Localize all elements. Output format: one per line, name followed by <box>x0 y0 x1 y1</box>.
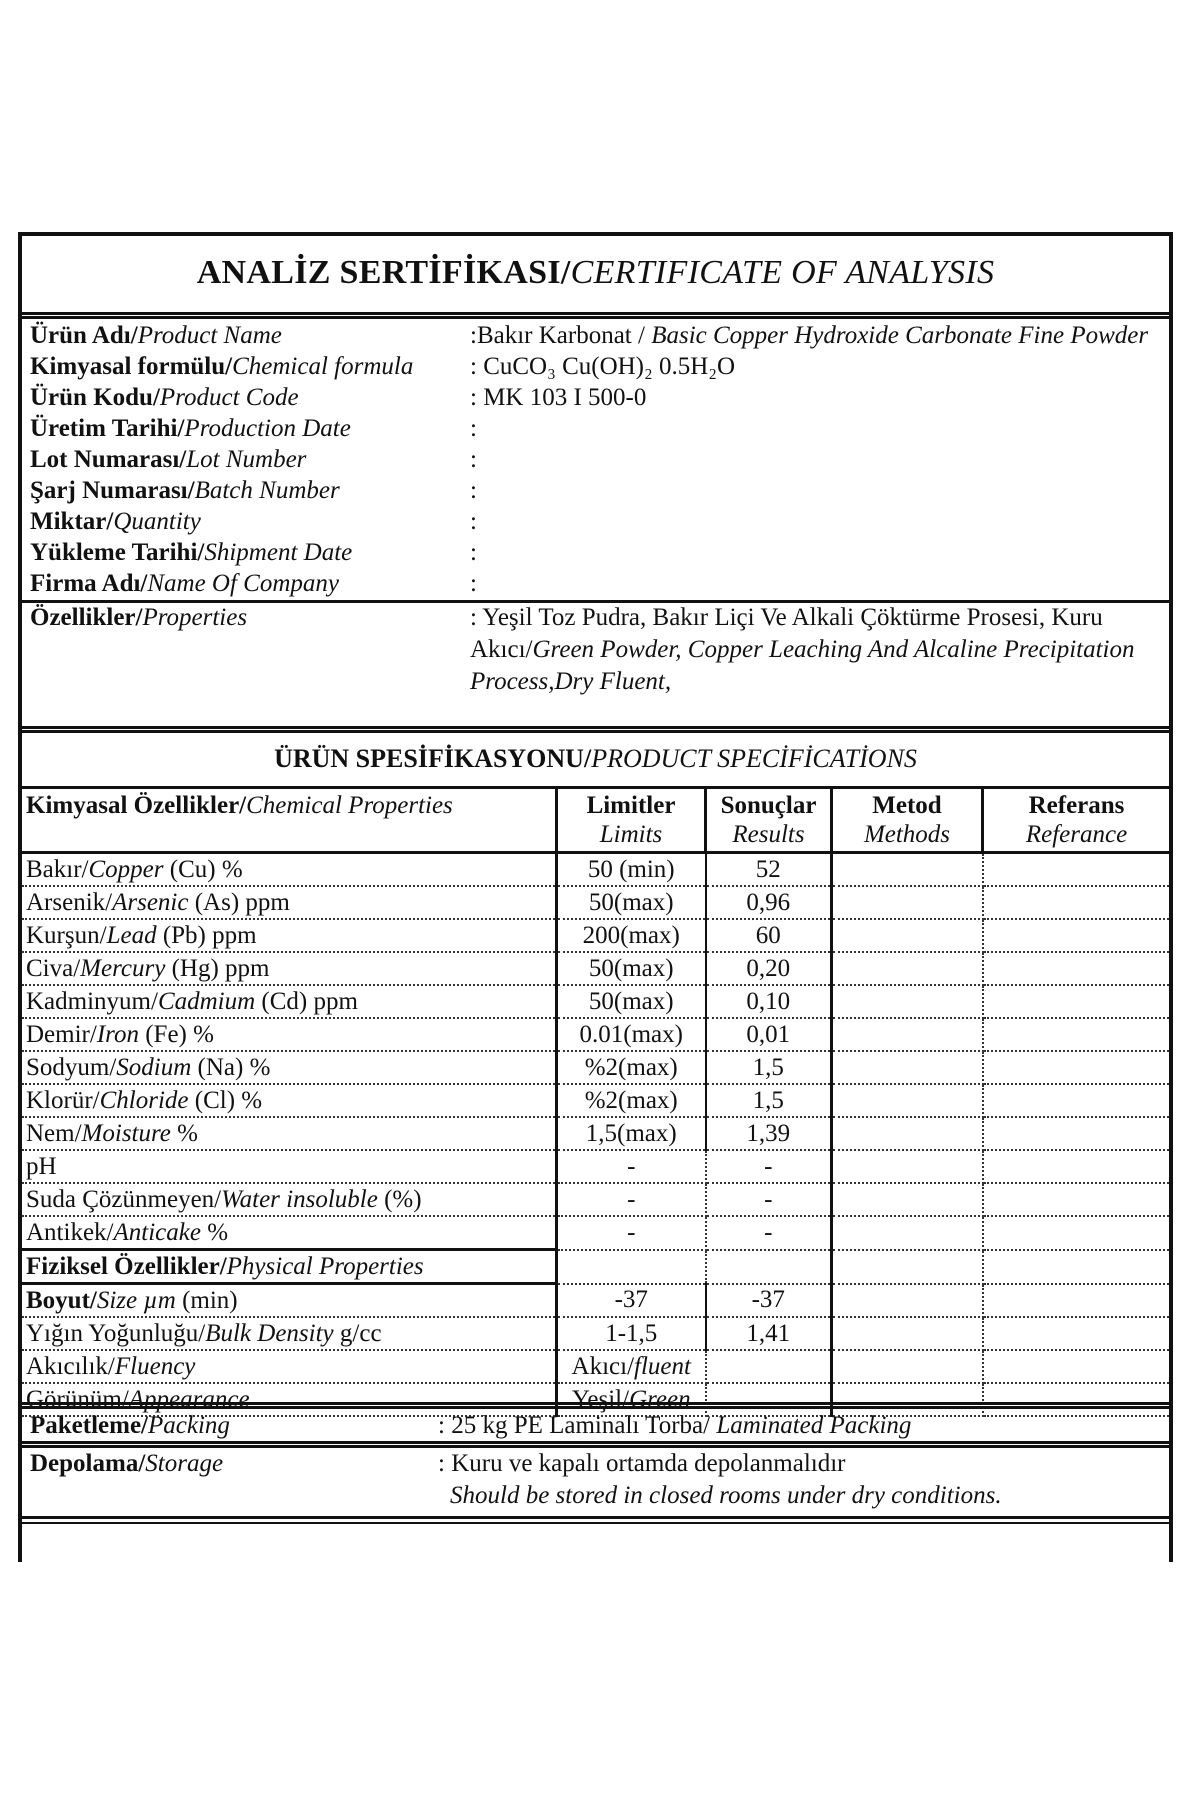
empty-cell <box>557 1250 706 1284</box>
header-chemical-properties: Kimyasal Özellikler/Chemical Properties <box>22 788 557 853</box>
table-row <box>22 919 1169 952</box>
storage-label: Depolama/Storage <box>30 1450 224 1477</box>
spec-title: ÜRÜN SPESİFİKASYONU/PRODUCT SPECİFİCATİONS <box>274 744 917 773</box>
spec-table <box>22 786 1169 1417</box>
table-row <box>22 1216 1169 1250</box>
result-value: 1,5 <box>706 1051 832 1084</box>
property-name: Kadminyum/Cadmium (Cd) ppm <box>22 985 557 1018</box>
result-value: -37 <box>706 1284 832 1318</box>
property-name: Demir/Iron (Fe) % <box>22 1018 557 1051</box>
limit-value: - <box>557 1183 706 1216</box>
divider <box>22 1516 1169 1519</box>
info-row-company-name: Firma Adı/Name Of Company : <box>30 570 477 597</box>
reference-value <box>983 1350 1170 1383</box>
property-name: pH <box>22 1150 557 1183</box>
spec-table-header <box>22 788 1169 853</box>
table-row <box>22 985 1169 1018</box>
empty-cell <box>832 1250 983 1284</box>
method-value <box>832 1317 983 1350</box>
limit-value: Akıcı/fluent <box>557 1350 706 1383</box>
limit-value: 50(max) <box>557 985 706 1018</box>
property-name: Boyut/Size µm (min) <box>22 1284 557 1318</box>
result-value: - <box>706 1150 832 1183</box>
reference-value <box>983 952 1170 985</box>
header-methods: Metod Methods <box>832 788 983 853</box>
method-value <box>832 1183 983 1216</box>
limit-value: -37 <box>557 1284 706 1318</box>
header-reference: Referans Referance <box>983 788 1170 853</box>
method-value <box>832 952 983 985</box>
physical-properties-header <box>22 1250 1169 1284</box>
divider <box>22 1522 1169 1524</box>
property-name: Bakır/Copper (Cu) % <box>22 853 557 887</box>
reference-value <box>983 1051 1170 1084</box>
property-name: Görünüm/Appearance <box>22 1383 557 1416</box>
table-row <box>22 1051 1169 1084</box>
limit-value: 50(max) <box>557 952 706 985</box>
packing-label: Paketleme/Packing <box>30 1412 230 1439</box>
info-row-batch-number: Şarj Numarası/Batch Number : <box>30 477 477 504</box>
reference-value <box>983 919 1170 952</box>
table-row <box>22 1018 1169 1051</box>
method-value <box>832 1051 983 1084</box>
method-value <box>832 1117 983 1150</box>
method-value <box>832 853 983 887</box>
reference-value <box>983 1117 1170 1150</box>
property-name: Nem/Moisture % <box>22 1117 557 1150</box>
property-name: Sodyum/Sodium (Na) % <box>22 1051 557 1084</box>
result-value: 52 <box>706 853 832 887</box>
limit-value: %2(max) <box>557 1084 706 1117</box>
info-row-shipment-date: Yükleme Tarihi/Shipment Date : <box>30 539 477 566</box>
limit-value: - <box>557 1150 706 1183</box>
limit-value: - <box>557 1216 706 1250</box>
method-value <box>832 1350 983 1383</box>
method-value <box>832 886 983 919</box>
method-value <box>832 1084 983 1117</box>
limit-value: 50 (min) <box>557 853 706 887</box>
result-value <box>706 1350 832 1383</box>
result-value: 1,39 <box>706 1117 832 1150</box>
table-row <box>22 952 1169 985</box>
property-name: Klorür/Chloride (Cl) % <box>22 1084 557 1117</box>
info-row-product-code: Ürün Kodu/Product Code : MK 103 I 500-0 <box>30 384 647 411</box>
table-row <box>22 1183 1169 1216</box>
method-value <box>832 1216 983 1250</box>
table-row <box>22 886 1169 919</box>
limit-value: 200(max) <box>557 919 706 952</box>
limit-value: 50(max) <box>557 886 706 919</box>
properties-label: Özellikler/Properties <box>30 604 248 631</box>
result-value: 0,96 <box>706 886 832 919</box>
reference-value <box>983 985 1170 1018</box>
limit-value: 0.01(max) <box>557 1018 706 1051</box>
property-name: Antikek/Anticake % <box>22 1216 557 1250</box>
method-value <box>832 1018 983 1051</box>
info-row-chemical-formula: Kimyasal formülu/Chemical formula : CuCO₃ Cu(OH)₂ 0.5H₂O <box>30 353 736 380</box>
reference-value <box>983 1150 1170 1183</box>
reference-value <box>983 1383 1170 1416</box>
table-row <box>22 1117 1169 1150</box>
section-title: Fiziksel Özellikler/Physical Properties <box>22 1250 557 1284</box>
header-limits: Limitler Limits <box>557 788 706 853</box>
reference-value <box>983 1183 1170 1216</box>
limit-value: 1-1,5 <box>557 1317 706 1350</box>
property-name: Suda Çözünmeyen/Water insoluble (%) <box>22 1183 557 1216</box>
properties-value: : Yeşil Toz Pudra, Bakır Liçi Ve Alkali Çöktürme Prosesi, Kuru Akıcı/Green Powder, Copper Leaching And Alcaline Precipitation Process,Dry Fluent, <box>470 604 1135 695</box>
table-row <box>22 1317 1169 1350</box>
empty-cell <box>706 1250 832 1284</box>
method-value <box>832 919 983 952</box>
property-name: Yığın Yoğunluğu/Bulk Density g/cc <box>22 1317 557 1350</box>
method-value <box>832 985 983 1018</box>
property-name: Civa/Mercury (Hg) ppm <box>22 952 557 985</box>
info-row-lot-number: Lot Numarası/Lot Number : <box>30 446 477 473</box>
storage-value: : Kuru ve kapalı ortamda depolanmalıdır Should be stored in closed rooms under dry conditions. <box>438 1450 1002 1509</box>
divider <box>22 730 1169 733</box>
divider <box>22 1402 1169 1405</box>
info-row-quantity: Miktar/Quantity : <box>30 508 477 535</box>
divider <box>22 1406 1169 1409</box>
info-row-production-date: Üretim Tarihi/Production Date : <box>30 415 477 442</box>
result-value: 1,5 <box>706 1084 832 1117</box>
document-title: ANALİZ SERTİFİKASI/CERTIFICATE OF ANALYSIS <box>196 254 995 291</box>
packing-value: : 25 kg PE Laminalı Torba/ Laminated Packing <box>438 1412 912 1439</box>
divider <box>22 316 1169 319</box>
result-value: 0,01 <box>706 1018 832 1051</box>
reference-value <box>983 886 1170 919</box>
property-name: Kurşun/Lead (Pb) ppm <box>22 919 557 952</box>
reference-value <box>983 1317 1170 1350</box>
limit-value: Yeşil/Green <box>557 1383 706 1416</box>
table-row <box>22 1350 1169 1383</box>
table-row <box>22 1150 1169 1183</box>
reference-value <box>983 1018 1170 1051</box>
result-value: 1,41 <box>706 1317 832 1350</box>
divider <box>22 312 1169 315</box>
property-name: Arsenik/Arsenic (As) ppm <box>22 886 557 919</box>
result-value: - <box>706 1216 832 1250</box>
result-value: 0,10 <box>706 985 832 1018</box>
result-value: - <box>706 1183 832 1216</box>
table-row <box>22 1284 1169 1318</box>
property-name: Akıcılık/Fluency <box>22 1350 557 1383</box>
table-row <box>22 853 1169 887</box>
table-row <box>22 1084 1169 1117</box>
divider <box>22 726 1169 729</box>
reference-value <box>983 853 1170 887</box>
limit-value: %2(max) <box>557 1051 706 1084</box>
certificate-document <box>18 232 1173 1562</box>
method-value <box>832 1284 983 1318</box>
divider <box>22 1441 1169 1444</box>
reference-value <box>983 1284 1170 1318</box>
reference-value <box>983 1084 1170 1117</box>
result-value: 60 <box>706 919 832 952</box>
reference-value <box>983 1216 1170 1250</box>
result-value: 0,20 <box>706 952 832 985</box>
header-results: Sonuçlar Results <box>706 788 832 853</box>
info-row-product-name: Ürün Adı/Product Name :Bakır Karbonat / Basic Copper Hydroxide Carbonate Fine Powder <box>30 322 1149 349</box>
limit-value: 1,5(max) <box>557 1117 706 1150</box>
empty-cell <box>983 1250 1170 1284</box>
method-value <box>832 1150 983 1183</box>
